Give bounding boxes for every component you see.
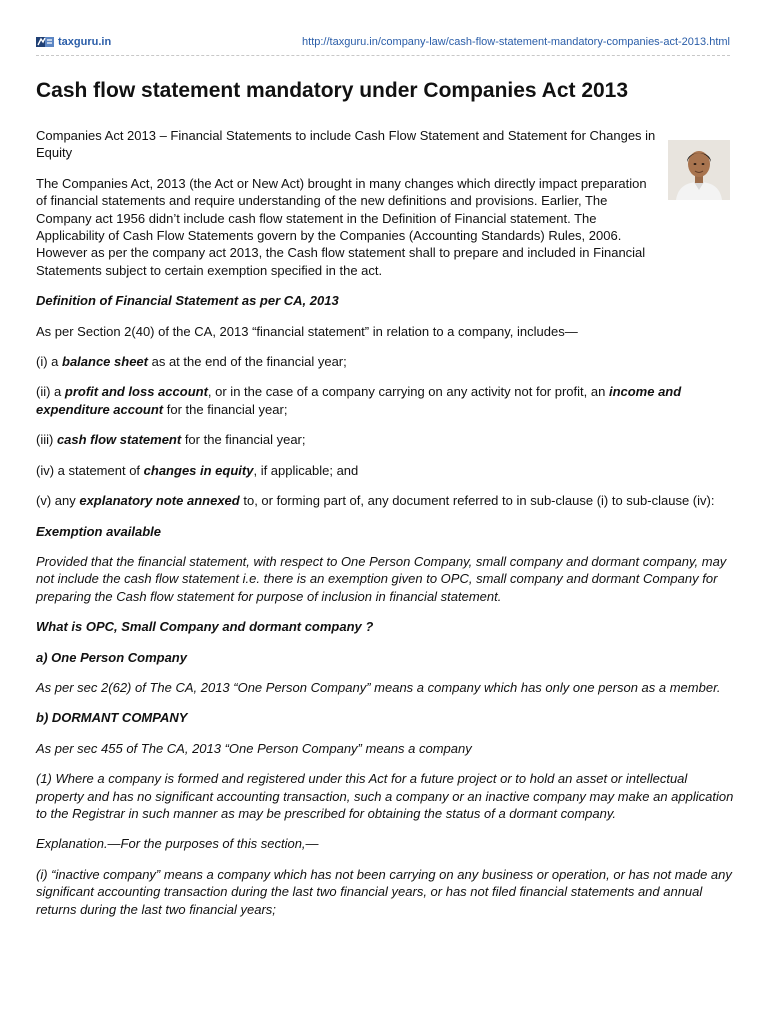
opc-paragraph: As per sec 2(62) of The CA, 2013 “One Person Company” means a company which has only one person as a member. bbox=[36, 679, 721, 695]
definition-heading: Definition of Financial Statement as per CA, 2013 bbox=[36, 293, 339, 309]
page-header bbox=[36, 32, 730, 52]
background-paragraph: The Companies Act, 2013 (the Act or New Act) brought in many changes which directly impact preparation of financial statements and require understanding of the new definitions and provisions. Earlier, The Company act 1956 didn’t include cash flow statement in the Definition of Financial statement. The Applicability of Cash Flow Statements govern by the Companies (Accounting Standards) Rules, 2006. However as per the company act 2013, the Cash flow statement shall to prepare and included in Financial Statements subject to certain exemption specified in the act. bbox=[36, 175, 647, 278]
definition-item-explanatory-note: (v) any explanatory note annexed to, or forming part of, any document referred to in sub-clause (i) to sub-clause (iv): bbox=[36, 493, 715, 509]
exemption-paragraph: Provided that the financial statement, with respect to One Person Company, small company and dormant company, may not include the cash flow statement i.e. there is an exemption given to OPC, small company and dormant Company for preparing the Cash flow statement for purpose of inclusion in financial statement. bbox=[36, 553, 727, 604]
dormant-intro: As per sec 455 of The CA, 2013 “One Person Company” means a company bbox=[36, 740, 472, 756]
definition-item-changes-equity: (iv) a statement of changes in equity, if applicable; and bbox=[36, 462, 359, 478]
term-balance-sheet: balance sheet bbox=[62, 354, 148, 370]
definition-intro: As per Section 2(40) of the CA, 2013 “financial statement” in relation to a company, includes— bbox=[36, 323, 578, 339]
definition-item-profit-loss: (ii) a profit and loss account, or in the case of a company carrying on any activity not for profit, an income and expenditure account for the financial year; bbox=[36, 384, 682, 417]
site-brand[interactable] bbox=[36, 36, 111, 48]
explanation-line: Explanation.—For the purposes of this section,— bbox=[36, 836, 319, 852]
definition-item-cash-flow: (iii) cash flow statement for the financial year; bbox=[36, 432, 306, 448]
site-name: taxguru.in bbox=[58, 36, 112, 48]
article-body bbox=[36, 127, 736, 931]
header-divider bbox=[36, 55, 730, 56]
dormant-clause-1: (1) Where a company is formed and registered under this Act for a future project or to hold an asset or intellectual property and has no significant accounting transaction, such a company or an inactive company may make an application to the Registrar in such manner as may be prescribed for obtaining the status of a dormant company. bbox=[36, 771, 734, 821]
dormant-heading: b) DORMANT COMPANY bbox=[36, 710, 188, 726]
term-explanatory-note: explanatory note annexed bbox=[79, 493, 240, 509]
opc-heading: a) One Person Company bbox=[36, 649, 187, 665]
definition-item-balance-sheet: (i) a balance sheet as at the end of the financial year; bbox=[36, 354, 347, 370]
taxguru-logo-icon bbox=[36, 36, 54, 48]
term-cash-flow-statement: cash flow statement bbox=[56, 432, 182, 448]
article-url-link[interactable]: http://taxguru.in/company-law/cash-flow-statement-mandatory-companies-act-2013.html bbox=[302, 36, 730, 48]
opc-question-heading: What is OPC, Small Company and dormant company ? bbox=[36, 619, 374, 635]
intro-paragraph: Companies Act 2013 – Financial Statements to include Cash Flow Statement and Statement for Changes in Equity bbox=[36, 128, 656, 161]
article-title: Cash flow statement mandatory under Companies Act 2013 bbox=[36, 79, 629, 102]
term-changes-in-equity: changes in equity bbox=[143, 462, 254, 478]
inactive-company-definition: (i) “inactive company” means a company which has not been carrying on any business or operation, or has not made any significant accounting transaction during the last two financial years, or has not filed financial statements and annual returns during the last two financial years; bbox=[36, 866, 732, 917]
term-profit-and-loss: profit and loss account bbox=[64, 384, 208, 400]
exemption-heading: Exemption available bbox=[36, 523, 161, 539]
term-income-expenditure: income and expenditure account bbox=[36, 384, 682, 417]
